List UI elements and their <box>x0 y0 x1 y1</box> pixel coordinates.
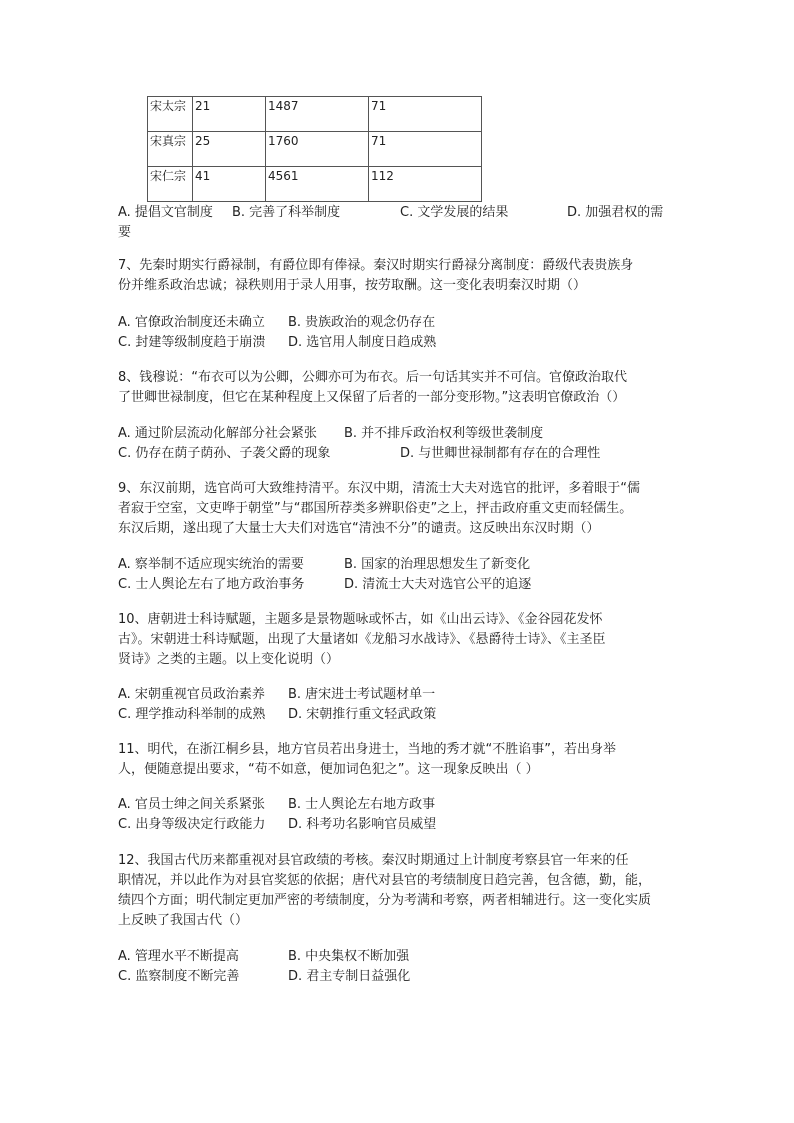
q8-stem-line: 8、钱穆说：“布衣可以为公卿，公卿亦可为布衣。后一句话其实并不可信。官僚政治取代 <box>118 370 628 385</box>
table-cell: 4561 <box>266 167 369 202</box>
table-row <box>148 167 482 202</box>
q8-option-d: D. 与世卿世禄制都有存在的合理性 <box>400 446 601 461</box>
q9-stem-line: 9、东汉前期，选官尚可大致维持清平。东汉中期，清流士大夫对选官的批评，多着眼于“儒 <box>118 481 641 496</box>
table-cell: 宋仁宗 <box>148 167 193 202</box>
q6-option-d: D. 加强君权的需 <box>567 205 664 220</box>
q10-option-c: C. 理学推动科举制的成熟 <box>118 707 266 722</box>
q7-stem-line: 7、先秦时期实行爵禄制，有爵位即有俸禄。秦汉时期实行爵禄分离制度：爵级代表贵族身 <box>118 258 634 273</box>
table-cell: 宋太宗 <box>148 97 193 132</box>
q12-option-c: C. 监察制度不断完善 <box>118 969 240 984</box>
q8-option-c: C. 仍存在荫子荫孙、子袭父爵的现象 <box>118 446 331 461</box>
q10-option-b: B. 唐宋进士考试题材单一 <box>288 687 436 702</box>
q12-stem-line: 上反映了我国古代（） <box>118 913 249 928</box>
q7-option-b: B. 贵族政治的观念仍存在 <box>288 315 436 330</box>
q12-stem-line: 绩四个方面；明代制定更加严密的考绩制度，分为考满和考察，两者相辅进行。这一变化实质 <box>118 893 652 908</box>
q9-option-c: C. 士人舆论左右了地方政治事务 <box>118 577 305 592</box>
q6-option-a: A. 提倡文官制度 <box>118 205 213 220</box>
table-cell: 41 <box>193 167 266 202</box>
q6-option-b: B. 完善了科举制度 <box>232 205 341 220</box>
q11-option-a: A. 官员士绅之间关系紧张 <box>118 797 265 812</box>
q9-stem-line: 者寂于空室，文吏哗于朝堂”与“郡国所荐类多辨职俗吏”之上，抨击政府重文吏而轻儒生。 <box>118 501 633 516</box>
q8-option-a: A. 通过阶层流动化解部分社会紧张 <box>118 426 317 441</box>
q11-option-c: C. 出身等级决定行政能力 <box>118 817 266 832</box>
q12-stem-line: 12、我国古代历来都重视对县官政绩的考核。秦汉时期通过上计制度考察县官一年来的任 <box>118 853 629 868</box>
table-row <box>148 97 482 132</box>
table-cell: 71 <box>369 97 482 132</box>
q10-option-a: A. 宋朝重视官员政治素养 <box>118 687 265 702</box>
table-cell: 1760 <box>266 132 369 167</box>
table-cell: 71 <box>369 132 482 167</box>
q11-stem-line: 人，便随意提出要求，“苟不如意，便加词色犯之”。这一现象反映出（ ） <box>118 762 539 777</box>
q8-option-b: B. 并不排斥政治权利等级世袭制度 <box>344 426 544 441</box>
q7-option-d: D. 选官用人制度日趋成熟 <box>288 335 437 350</box>
q9-stem-line: 东汉后期，遂出现了大量士大夫们对选官“清浊不分”的谴责。这反映出东汉时期（） <box>118 521 600 536</box>
q11-option-b: B. 士人舆论左右地方政事 <box>288 797 436 812</box>
q11-option-d: D. 科考功名影响官员威望 <box>288 817 437 832</box>
data-table <box>147 96 482 202</box>
q9-option-d: D. 清流士大夫对选官公平的追逐 <box>344 577 532 592</box>
q10-stem-line: 古》。宋朝进士科诗赋题，出现了大量诸如《龙船习水战诗》、《悬爵待士诗》、《主圣臣 <box>118 632 606 647</box>
table-body <box>148 97 482 202</box>
q9-option-b: B. 国家的治理思想发生了新变化 <box>344 557 531 572</box>
q10-stem-line: 贤诗》之类的主题。以上变化说明（） <box>118 652 340 667</box>
table-cell: 宋真宗 <box>148 132 193 167</box>
table-cell: 25 <box>193 132 266 167</box>
q12-option-b: B. 中央集权不断加强 <box>288 949 410 964</box>
q7-option-a: A. 官僚政治制度还未确立 <box>118 315 265 330</box>
q12-stem-line: 职情况，并以此作为对县官奖惩的依据；唐代对县官的考绩制度日趋完善，包含德，勤，能， <box>118 873 652 888</box>
table-cell: 21 <box>193 97 266 132</box>
q7-stem-line: 份并维系政治忠诚；禄秩则用于录人用事，按劳取酬。这一变化表明秦汉时期（） <box>118 278 587 293</box>
q12-option-d: D. 君主专制日益强化 <box>288 969 411 984</box>
table-cell: 112 <box>369 167 482 202</box>
q10-stem-line: 10、唐朝进士科诗赋题，主题多是景物题咏或怀古，如《山出云诗》、《金谷园花发怀 <box>118 612 603 627</box>
q11-stem-line: 11、明代，在浙江桐乡县，地方官员若出身进士，当地的秀才就“不胜谄事”，若出身举 <box>118 742 617 757</box>
q9-option-a: A. 察举制不适应现实统治的需要 <box>118 557 304 572</box>
table-row <box>148 132 482 167</box>
q7-option-c: C. 封建等级制度趋于崩溃 <box>118 335 266 350</box>
q8-stem-line: 了世卿世禄制度，但它在某种程度上又保留了后者的一部分变形物。”这表明官僚政治（） <box>118 390 626 405</box>
q6-option-c: C. 文学发展的结果 <box>400 205 509 220</box>
q6-option-d-continued: 要 <box>118 225 132 240</box>
table-cell: 1487 <box>266 97 369 132</box>
q12-option-a: A. 管理水平不断提高 <box>118 949 239 964</box>
q10-option-d: D. 宋朝推行重文轻武政策 <box>288 707 437 722</box>
